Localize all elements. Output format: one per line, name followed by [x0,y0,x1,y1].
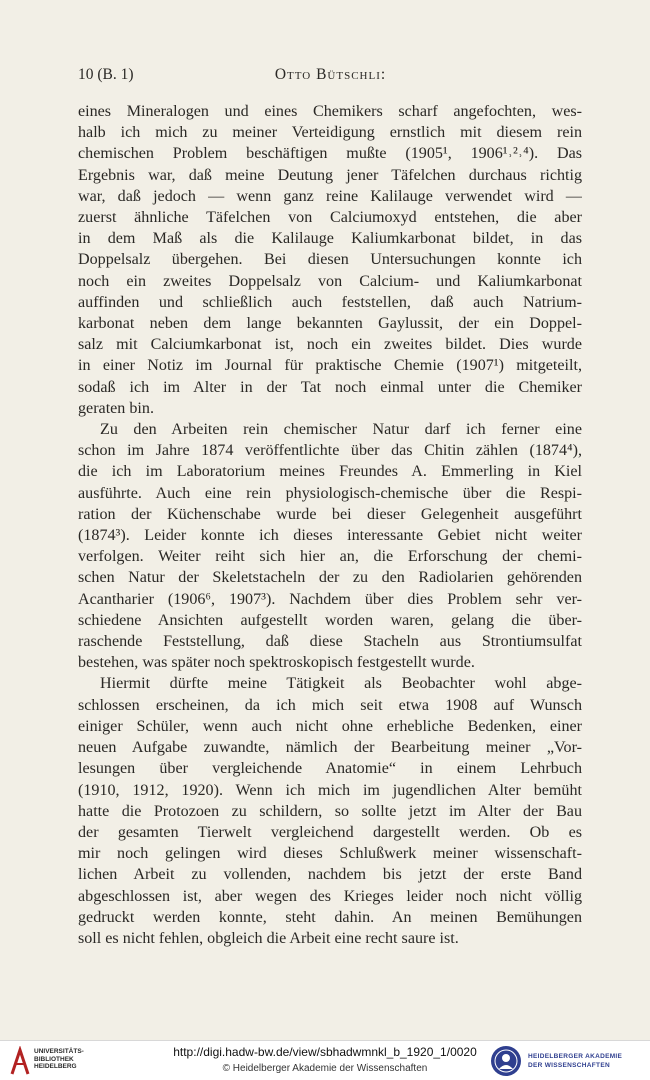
text-line: Hiermit dürfte meine Tätigkeit als Beobachter wohl abge- [100,675,582,693]
text-line: lesungen über vergleichende Anatomie“ in einem Lehrbuch [78,760,582,778]
text-line: schiedene Ansichten aufgestellt worden waren, gelang die über- [78,611,582,629]
text-line: einiger Schüler, wenn auch nicht ohne erhebliche Bedenken, einer [78,717,582,735]
text-line: in einer Notiz im Journal für praktische Chemie (1907¹) mitgeteilt, [78,357,582,375]
text-line: sodaß ich im Alter in der Tat noch einmal unter die Chemiker [78,378,582,396]
permalink-url[interactable]: http://digi.hadw-bw.de/view/sbhadwmnkl_b_1920_1/0020 [173,1045,477,1059]
text-line: bestehen, was später noch spektroskopisch festgestellt wurde. [78,654,475,672]
copyright-notice: © Heidelberger Akademie der Wissenschaften [222,1063,428,1074]
text-line: war, daß jedoch — wenn ganz reine Kalilauge verwendet wird — [78,187,582,205]
text-line: schlossen erscheinen, da ich mich seit etwa 1908 auf Wunsch [78,696,582,714]
text-line: abgeschlossen ist, aber wegen des Krieges leider noch nicht völlig [78,887,582,905]
text-line: zuerst ähnliche Täfelchen von Calciumoxyd entstehen, die aber [78,209,582,227]
page-header [78,66,583,88]
text-line: soll es nicht fehlen, obgleich die Arbeit eine recht saure ist. [78,929,459,947]
text-line: Zu den Arbeiten rein chemischer Natur darf ich ferner eine [100,421,582,439]
running-title: Otto Bütschli: [274,66,387,83]
text-line: lichen Arbeit zu vollenden, nachdem bis jetzt der erste Band [78,866,582,884]
text-line: Doppelsalz übergehen. Bei diesen Untersuchungen konnte ich [78,251,582,269]
text-line: Ergebnis war, daß meine Deutung jener Täfelchen durchaus richtig [78,166,582,184]
body-text [78,101,582,949]
text-line: die ich im Laboratorium meines Freundes A. Emmerling in Kiel [78,463,582,481]
text-line: schon im Jahre 1874 veröffentlichte über das Chitin zählen (1874⁴), [78,442,582,460]
text-line: eines Mineralogen und eines Chemikers scharf angefochten, wes- [78,103,582,120]
text-line: raschende Feststellung, daß diese Stacheln aus Strontiumsulfat [78,633,582,651]
text-line: hatte die Protozoen zu schildern, so sollte jetzt im Alter der Bau [78,802,582,820]
hadw-logo[interactable] [490,1045,640,1077]
text-line: halb ich mich zu meiner Verteidigung ernstlich mit diesem rein [78,124,582,142]
hadw-logo-text: HEIDELBERGER AKADEMIE DER WISSENSCHAFTEN [528,1053,623,1069]
text-line: gedruckt werden konnte, steht dahin. An meinen Bemühungen [78,908,582,926]
text-line: verfolgen. Weiter reiht sich hier an, die Erforschung der chemi- [78,548,582,566]
text-line: salz mit Calciumkarbonat ist, noch ein zweites bildet. Dies wurde [78,336,582,354]
text-line: Acantharier (1906⁶, 1907³). Nachdem über dies Problem sehr ver- [78,590,582,608]
text-line: in dem Maß als die Kalilauge Kaliumkarbonat bildet, in das [78,230,582,248]
text-line: chemischen Problem beschäftigen mußte (1905¹, 1906¹˒²˒⁴). Das [78,145,582,163]
viewer-footer [0,1040,650,1080]
text-line: (1910, 1912, 1920). Wenn ich mich im jugendlichen Alter bemüht [78,781,582,799]
text-line: schen Natur der Skeletstacheln der zu den Radiolarien gehörenden [78,569,582,587]
text-line: (1874³). Leider konnte ich dieses interessante Gebiet nicht weiter [78,527,582,545]
page-number: 10 (B. 1) [78,66,134,83]
text-line: der gesamten Tierwelt vergleichend dargestellt werden. Ob es [78,823,582,841]
text-line: neuen Aufgabe zuwandte, nämlich der Bearbeitung meiner „Vor- [78,739,582,757]
text-line: karbonat neben dem lange bekannten Gaylussit, der ein Doppel- [78,315,582,333]
text-line: auffinden und schließlich auch feststellen, daß auch Natrium- [78,293,582,311]
academy-seal-icon [490,1045,522,1077]
text-line: geraten bin. [78,399,154,417]
text-line: ration der Küchenschabe wurde bei dieser Gelegenheit ausgeführt [78,505,582,523]
ub-logo-text: UNIVERSITÄTS- BIBLIOTHEK HEIDELBERG [34,1048,84,1070]
text-line: ausführte. Auch eine rein physiologisch-chemische über die Respi- [78,484,582,502]
text-line: noch ein zweites Doppelsalz von Calcium- und Kaliumkarbonat [78,272,582,290]
text-line: mir noch gelingen wird dieses Schlußwerk meiner wissenschaft- [78,845,582,863]
